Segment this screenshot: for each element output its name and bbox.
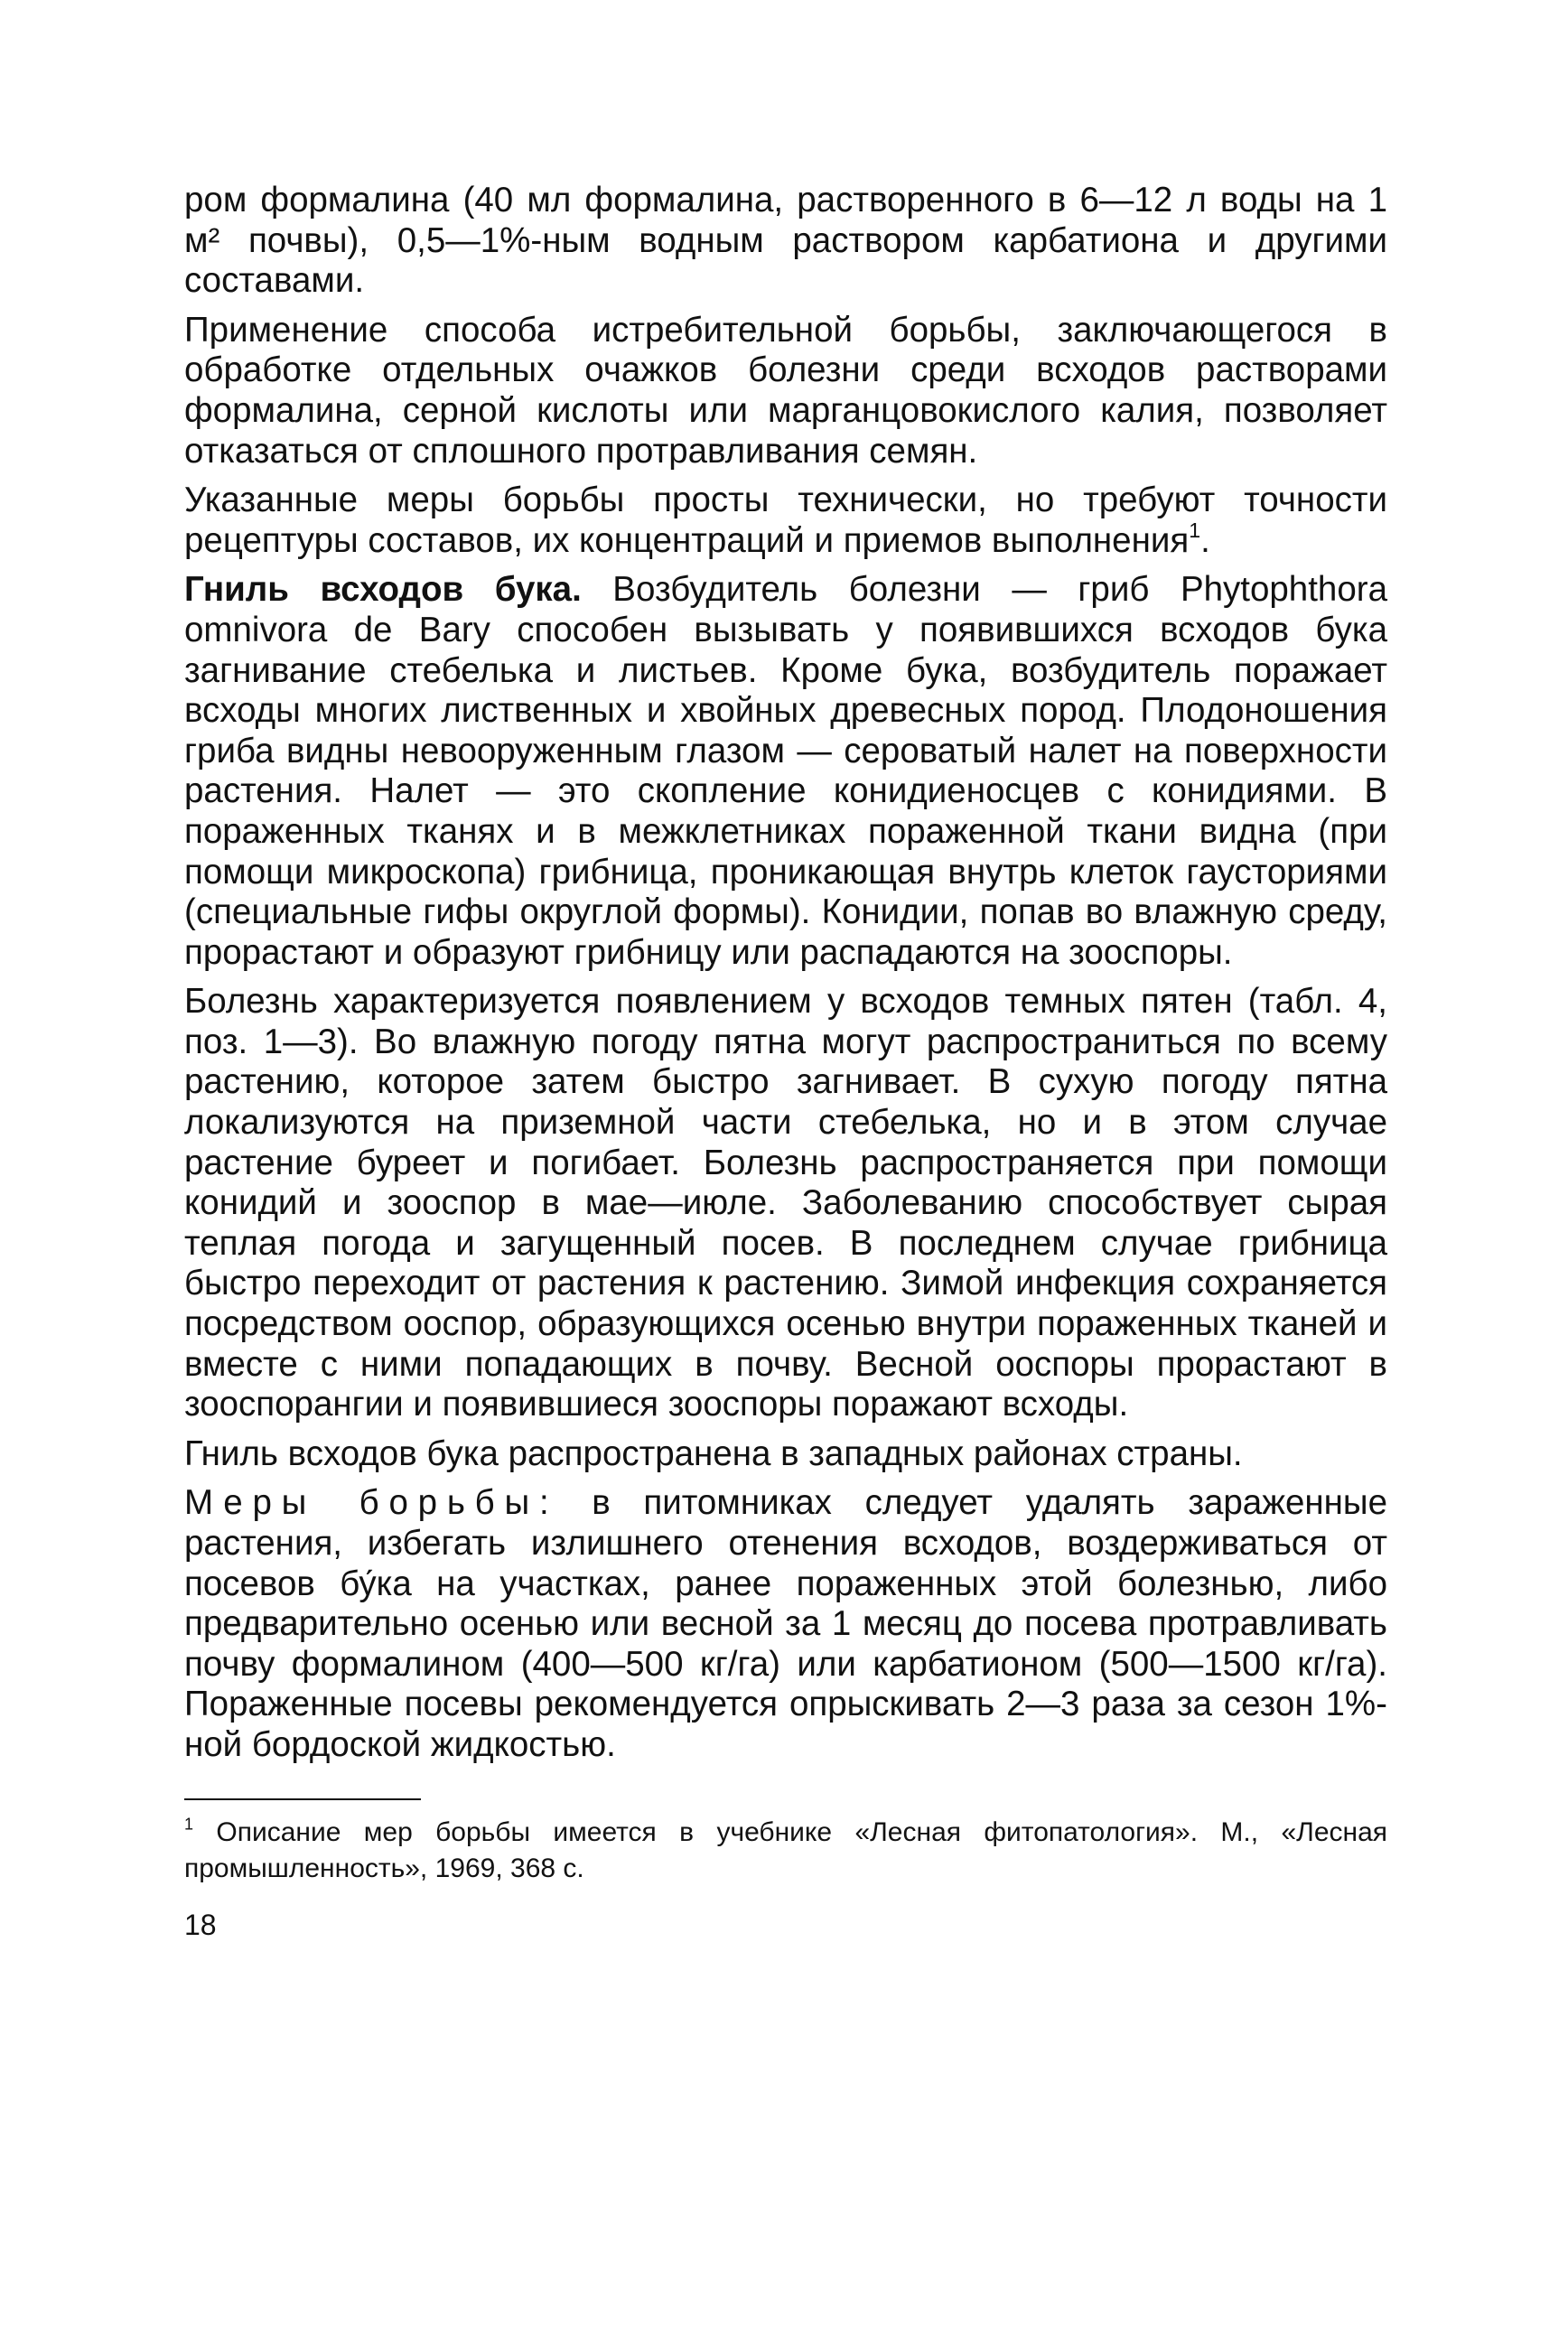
measures-precision-text: Указанные меры борьбы просты технически, но требуют точности рецептуры составов, их концентраций и приемов выполнения bbox=[184, 481, 1387, 560]
footnote-text: Описание мер борьбы имеется в учебнике «Лесная фитопатология». М., «Лесная промышленность», 1969, 368 с. bbox=[184, 1816, 1387, 1883]
measures-precision-end: . bbox=[1200, 520, 1210, 560]
footnote-divider bbox=[184, 1798, 421, 1800]
footnote-reference: 1 bbox=[1189, 518, 1201, 542]
paragraph-measures-precision bbox=[184, 481, 1387, 561]
control-measures-text: в питомниках следует удалять зараженные растения, избегать излишнего отенения всходов, воздерживаться от посевов бу́ка на участках, ранее пораженных этой болезнью, либо предварительно осенью или весной за 1 месяц до посева протравливать почву формалином (400—500 кг/га) или карбатионом (500—1500 кг/га). Пораженные посевы рекомендуется опрыскивать 2—3 раза за сезон 1%-ной бордоской жидкостью. bbox=[184, 1483, 1387, 1764]
control-measures-heading: Меры борьбы: bbox=[184, 1483, 559, 1523]
footnote-mark: 1 bbox=[184, 1814, 194, 1833]
paragraph-control-measures bbox=[184, 1483, 1387, 1765]
paragraph-eradication-method: Применение способа истребительной борьбы, заключающегося в обработке отдельных очажков болезни среди всходов растворами формалина, серной кислоты или марганцовокислого калия, позволяет отказаться от сплошного протравливания семян. bbox=[184, 310, 1387, 471]
page-number: 18 bbox=[184, 1908, 217, 1941]
section-heading-beech-rot: Гниль всходов бука. bbox=[184, 570, 582, 610]
paragraph-beech-seedling-rot bbox=[184, 570, 1387, 973]
beech-rot-description: Возбудитель болезни — гриб Phytophthora omnivora de Bary способен вызывать у появившихся всходов бука загнивание стебелька и листьев. Кроме бука, возбудитель поражает всходы многих лиственных и хвойных древесных пород. Плодоношения гриба видны невооруженным глазом — сероватый налет на поверхности растения. Налет — это скопление конидиеносцев с конидиями. В пораженных тканях и в межклетниках пораженной ткани видна (при помощи микроскопа) грибница, проникающая внутрь клеток гаусториями (специальные гифы округлой формы). Конидии, попав во влажную среду, прорастают и образуют грибницу или распадаются на зооспоры. bbox=[184, 570, 1387, 972]
footnote bbox=[184, 1815, 1387, 1887]
paragraph-formalin-continuation: ром формалина (40 мл формалина, растворенного в 6—12 л воды на 1 м² почвы), 0,5—1%-ным водным раствором карбатиона и другими составами. bbox=[184, 181, 1387, 301]
paragraph-distribution: Гниль всходов бука распространена в западных районах страны. bbox=[184, 1433, 1243, 1473]
paragraph-disease-symptoms: Болезнь характеризуется появлением у всходов темных пятен (табл. 4, поз. 1—3). Во влажную погоду пятна могут распространиться по всему растению, которое затем быстро загнивает. В сухую погоду пятна локализуются на приземной части стебелька, но и в этом случае растение буреет и погибает. Болезнь распространяется при помощи конидий и зооспор в мае—июле. Заболеванию способствует сырая теплая погода и загущенный посев. В последнем случае грибница быстро переходит от растения к растению. Зимой инфекция сохраняется посредством ооспор, образующихся осенью внутри пораженных тканей и вместе с ними попадающих в почву. Весной ооспоры прорастают в зооспорангии и появившиеся зооспоры поражают всходы. bbox=[184, 982, 1387, 1424]
book-page bbox=[184, 181, 1387, 1943]
